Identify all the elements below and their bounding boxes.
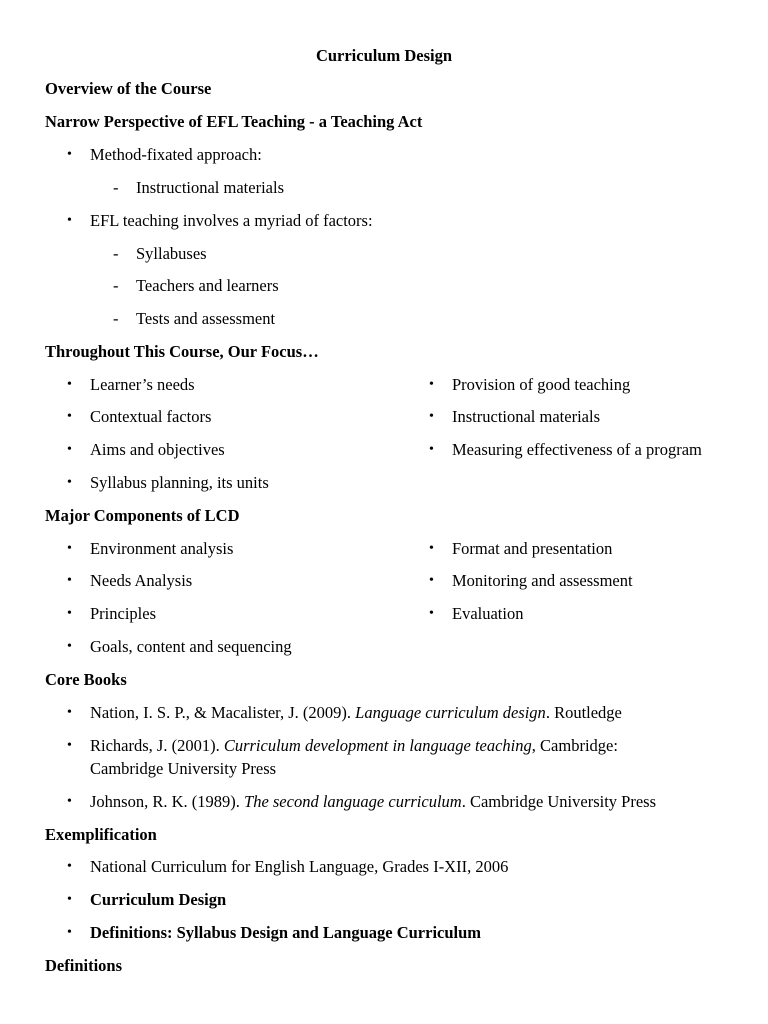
focus-item-left: Learner’s needs [90, 375, 195, 394]
sub-list-item: Instructional materials [136, 178, 284, 197]
bullet: • [67, 409, 72, 424]
bullet: • [67, 738, 72, 753]
component-item-right: Format and presentation [452, 539, 613, 558]
dash-marker: - [113, 309, 119, 328]
book-reference [90, 703, 622, 723]
document-title: Curriculum Design [315, 46, 453, 65]
bullet: • [67, 475, 72, 490]
component-item-left: Needs Analysis [90, 571, 193, 590]
exemplification-item: Curriculum Design [90, 890, 227, 909]
list-item: EFL teaching involves a myriad of factors: [90, 211, 373, 230]
bullet: • [67, 573, 72, 588]
bullet: • [67, 213, 72, 228]
bullet: • [429, 409, 434, 424]
bullet: • [67, 377, 72, 392]
dash-marker: - [113, 244, 119, 263]
heading-components: Major Components of LCD [45, 506, 240, 525]
component-item-right: Monitoring and assessment [452, 571, 633, 590]
book-title: Language curriculum design [355, 703, 546, 722]
heading-narrow-perspective: Narrow Perspective of EFL Teaching - a Teaching Act [45, 112, 423, 131]
book-title: Curriculum development in language teaching [223, 736, 532, 755]
bullet: • [429, 573, 434, 588]
book-reference [90, 736, 618, 756]
book-title: The second language curriculum [244, 792, 462, 811]
dash-marker: - [113, 276, 119, 295]
bullet: • [67, 606, 72, 621]
bullet: • [67, 859, 72, 874]
dash-marker: - [113, 178, 119, 197]
book-authors: Nation, I. S. P., & Macalister, J. (2009). [90, 703, 356, 722]
focus-item-right: Provision of good teaching [452, 375, 631, 394]
bullet: • [429, 377, 434, 392]
sub-list-item: Teachers and learners [136, 276, 279, 295]
heading-focus: Throughout This Course, Our Focus… [45, 342, 319, 361]
bullet: • [67, 925, 72, 940]
exemplification-item: National Curriculum for English Language, Grades I-XII, 2006 [90, 857, 509, 876]
book-authors: Richards, J. (2001). [90, 736, 224, 755]
heading-core-books: Core Books [45, 670, 127, 689]
bullet: • [67, 147, 72, 162]
focus-item-left: Syllabus planning, its units [90, 473, 269, 492]
bullet: • [429, 541, 434, 556]
focus-item-left: Contextual factors [90, 407, 212, 426]
book-authors: Johnson, R. K. (1989). [90, 792, 245, 811]
focus-item-left: Aims and objectives [90, 440, 225, 459]
bullet: • [67, 442, 72, 457]
heading-definitions: Definitions [45, 956, 123, 975]
sub-list-item: Syllabuses [136, 244, 207, 263]
sub-list-item: Tests and assessment [136, 309, 276, 328]
focus-item-right: Measuring effectiveness of a program [452, 440, 702, 459]
heading-exemplification: Exemplification [45, 825, 157, 844]
component-item-left: Goals, content and sequencing [90, 637, 292, 656]
component-item-left: Environment analysis [90, 539, 234, 558]
component-item-left: Principles [90, 604, 156, 623]
bullet: • [429, 442, 434, 457]
book-publisher: , Cambridge: [531, 736, 618, 755]
bullet: • [67, 541, 72, 556]
bullet: • [67, 794, 72, 809]
bullet: • [67, 639, 72, 654]
book-reference-continuation: Cambridge University Press [90, 759, 277, 778]
focus-item-right: Instructional materials [452, 407, 600, 426]
book-publisher: . Routledge [545, 703, 622, 722]
bullet: • [67, 892, 72, 907]
book-reference [90, 792, 656, 812]
component-item-right: Evaluation [452, 604, 524, 623]
heading-overview: Overview of the Course [45, 79, 212, 98]
bullet: • [67, 705, 72, 720]
bullet: • [429, 606, 434, 621]
exemplification-item: Definitions: Syllabus Design and Language Curriculum [90, 923, 482, 942]
book-publisher: . Cambridge University Press [461, 792, 657, 811]
list-item: Method-fixated approach: [90, 145, 262, 164]
